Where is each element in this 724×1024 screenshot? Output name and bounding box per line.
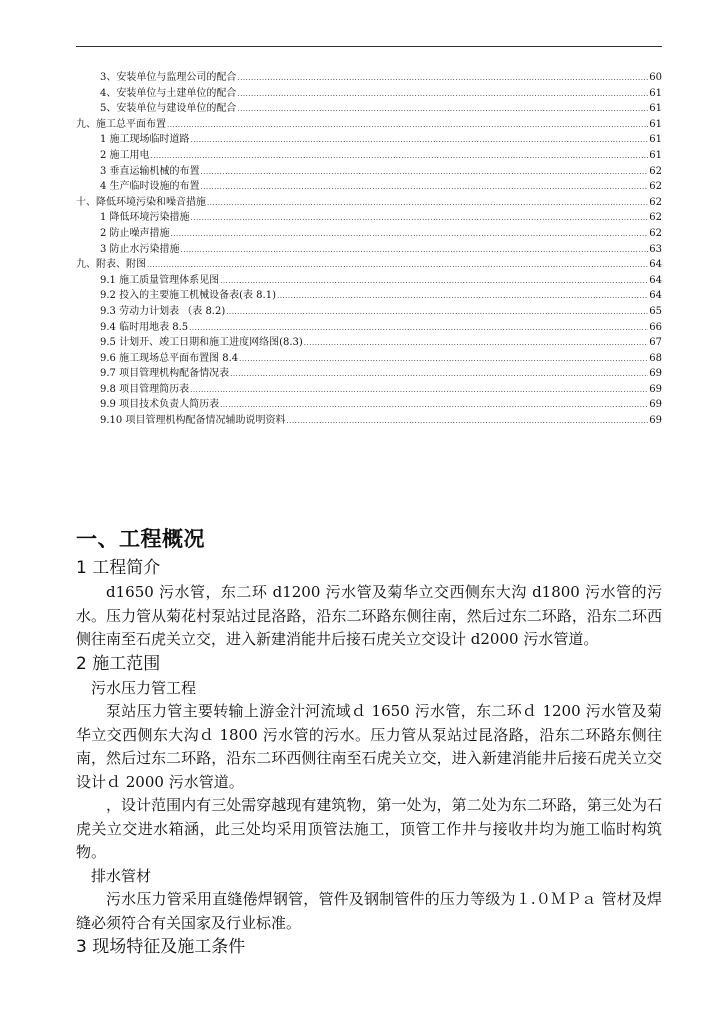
toc-entry-page: 69 (649, 368, 662, 380)
toc-entry-label: 9.10 项目管理机构配备情况辅助说明资料 (100, 415, 286, 427)
toc-entry[interactable] (76, 132, 662, 148)
paragraph-intro: d1650 污水管，东二环 d1200 污水管及菊华立交西侧东大沟 d1800 污水管的污水。压力管从菊花村泵站过昆洛路，沿东二环路东侧往南，然后过东二环路，沿东二环西侧往南至石虎关立交，进入新建消能井后接石虎关立交设计 d2000 污水管道。 (76, 583, 662, 648)
toc-entry[interactable] (76, 86, 662, 102)
toc-leader-dots (237, 71, 648, 87)
toc-entry-page: 64 (649, 290, 662, 302)
toc-entry[interactable] (76, 413, 662, 429)
toc-entry-label: 9.5 计划开、竣工日期和施工进度网络图(8.3) (100, 337, 303, 349)
paragraph-crossings: ，设计范围内有三处需穿越现有建筑物，第一处为，第二处为东二环路，第三处为石虎关立交进水箱涵，此三处均采用顶管法施工，顶管工作井与接收井均为施工临时构筑物。 (76, 796, 662, 861)
toc-leader-dots (237, 87, 648, 103)
toc-entry-page: 61 (649, 118, 662, 130)
toc-entry[interactable] (76, 257, 662, 273)
toc-entry-page: 61 (649, 149, 662, 161)
section-title: 一、工程概况 (76, 527, 205, 551)
toc-leader-dots (230, 367, 648, 383)
toc-leader-dots (147, 258, 648, 274)
toc-entry-page: 64 (649, 259, 662, 271)
toc-leader-dots (191, 133, 649, 149)
drain-pipe-material-heading: 排水管材 (91, 866, 152, 885)
toc-leader-dots (171, 227, 649, 243)
toc-entry-label: 3 防止水污染措施 (100, 243, 180, 255)
toc-entry-page: 62 (649, 181, 662, 193)
toc-leader-dots (304, 336, 648, 352)
paragraph-pipe-material: 污水压力管采用直缝倦焊钢管，管件及钢制管件的压力等级为１.０ＭＰａ 管材及焊缝必须符合有关国家及行业标准。 (76, 890, 662, 932)
toc-leader-dots (181, 243, 649, 259)
toc-entry-page: 66 (649, 321, 662, 333)
toc-entry[interactable] (76, 366, 662, 382)
toc-leader-dots (286, 414, 648, 430)
toc-entry-label: 9.1 施工质量管理体系见图 (100, 274, 220, 286)
toc-entry[interactable] (76, 304, 662, 320)
toc-leader-dots (277, 289, 648, 305)
toc-entry-page: 62 (649, 196, 662, 208)
toc-leader-dots (190, 383, 648, 399)
toc-entry-label: 1 施工现场临时道路 (100, 134, 190, 146)
toc-entry-page: 62 (649, 227, 662, 239)
toc-leader-dots (201, 180, 649, 196)
toc-entry-page: 69 (649, 415, 662, 427)
toc-entry[interactable] (76, 179, 662, 195)
toc-entry[interactable] (76, 210, 662, 226)
toc-entry[interactable] (76, 288, 662, 304)
toc-entry-page: 61 (649, 87, 662, 99)
toc-entry-label: 9.2 投入的主要施工机械设备表(表 8.1) (100, 290, 276, 302)
toc-leader-dots (151, 149, 649, 165)
toc-entry-label: 9.6 施工现场总平面布置图 8.4 (100, 352, 239, 364)
toc-entry-page: 65 (649, 305, 662, 317)
toc-leader-dots (189, 321, 648, 337)
toc-entry-label: 4 生产临时设施的布置 (100, 181, 200, 193)
toc-entry[interactable] (76, 101, 662, 117)
toc-entry[interactable] (76, 195, 662, 211)
toc-leader-dots (237, 102, 648, 118)
toc-entry[interactable] (76, 226, 662, 242)
toc-entry-page: 61 (649, 134, 662, 146)
toc-entry-label: 2 防止噪声措施 (100, 227, 170, 239)
document-body (76, 522, 662, 960)
toc-entry[interactable] (76, 351, 662, 367)
toc-entry-label: 3、安装单位与监理公司的配合 (100, 72, 237, 83)
toc-entry-page: 69 (649, 383, 662, 395)
toc-leader-dots (191, 211, 649, 227)
toc-leader-dots (201, 165, 649, 181)
subsection-heading-site: 3 现场特征及施工条件 (76, 937, 246, 957)
toc-entry[interactable] (76, 320, 662, 336)
toc-entry-page: 63 (649, 243, 662, 255)
header-rule (76, 46, 662, 47)
toc-entry-page: 61 (649, 103, 662, 115)
toc-entry-label: 4、安装单位与土建单位的配合 (100, 87, 237, 99)
toc-entry[interactable] (76, 117, 662, 133)
toc-entry-label: 九、施工总平面布置 (76, 118, 166, 130)
toc-entry-page: 62 (649, 165, 662, 177)
toc-leader-dots (220, 398, 648, 414)
toc-entry[interactable] (76, 273, 662, 289)
toc-entry[interactable] (76, 397, 662, 413)
toc-leader-dots (207, 196, 648, 212)
paragraph-pressure-pipe: 泵站压力管主要转输上游金汁河流域ｄ 1650 污水管，东二环ｄ 1200 污水管及菊华立交西侧东大沟ｄ 1800 污水管的污水。压力管从泵站过昆洛路，沿东二环路东侧往南，然后过东二环路，沿东二环西侧往南至石虎关立交，进入新建消能井后接石虎关立交设计ｄ 2000 污水管道。 (76, 702, 662, 791)
toc-entry-label: 3 垂直运输机械的布置 (100, 165, 200, 177)
toc-entry-label: 9.4 临时用地表 8.5 (100, 321, 189, 333)
toc-entry-label: 十、降低环境污染和噪音措施 (76, 196, 206, 208)
toc-entry-page: 60 (649, 72, 662, 83)
toc-leader-dots (220, 274, 648, 290)
subsection-heading-intro: 1 工程简介 (76, 558, 161, 578)
toc-entry-label: 9.8 项目管理简历表 (100, 383, 190, 395)
toc-entry-label: 9.9 项目技术负责人简历表 (100, 399, 220, 411)
toc-leader-dots (167, 118, 648, 134)
toc-entry-label: 9.3 劳动力计划表 （表 8.2) (100, 305, 226, 317)
toc-entry-page: 69 (649, 399, 662, 411)
toc-entry-label: 5、安装单位与建设单位的配合 (100, 103, 237, 115)
toc-entry[interactable] (76, 164, 662, 180)
toc-leader-dots (226, 305, 648, 321)
toc-entry-label: 1 降低环境污染措施 (100, 212, 190, 224)
toc-entry-label: 九、附表、附图 (76, 259, 146, 271)
toc-entry[interactable] (76, 242, 662, 258)
toc-entry-page: 68 (649, 352, 662, 364)
toc-leader-dots (239, 352, 648, 368)
toc-entry[interactable] (76, 335, 662, 351)
toc-entry-page: 62 (649, 212, 662, 224)
sewer-pressure-pipe-heading: 污水压力管工程 (91, 678, 197, 697)
toc-entry[interactable] (76, 70, 662, 86)
toc-entry-label: 2 施工用电 (100, 149, 150, 161)
toc-entry-page: 64 (649, 274, 662, 286)
toc-entry[interactable] (76, 382, 662, 398)
toc-entry-label: 9.7 项目管理机构配备情况表 (100, 368, 230, 380)
table-of-contents (76, 70, 662, 429)
subsection-heading-scope: 2 施工范围 (76, 653, 161, 674)
toc-entry[interactable] (76, 148, 662, 164)
toc-entry-page: 67 (649, 337, 662, 349)
